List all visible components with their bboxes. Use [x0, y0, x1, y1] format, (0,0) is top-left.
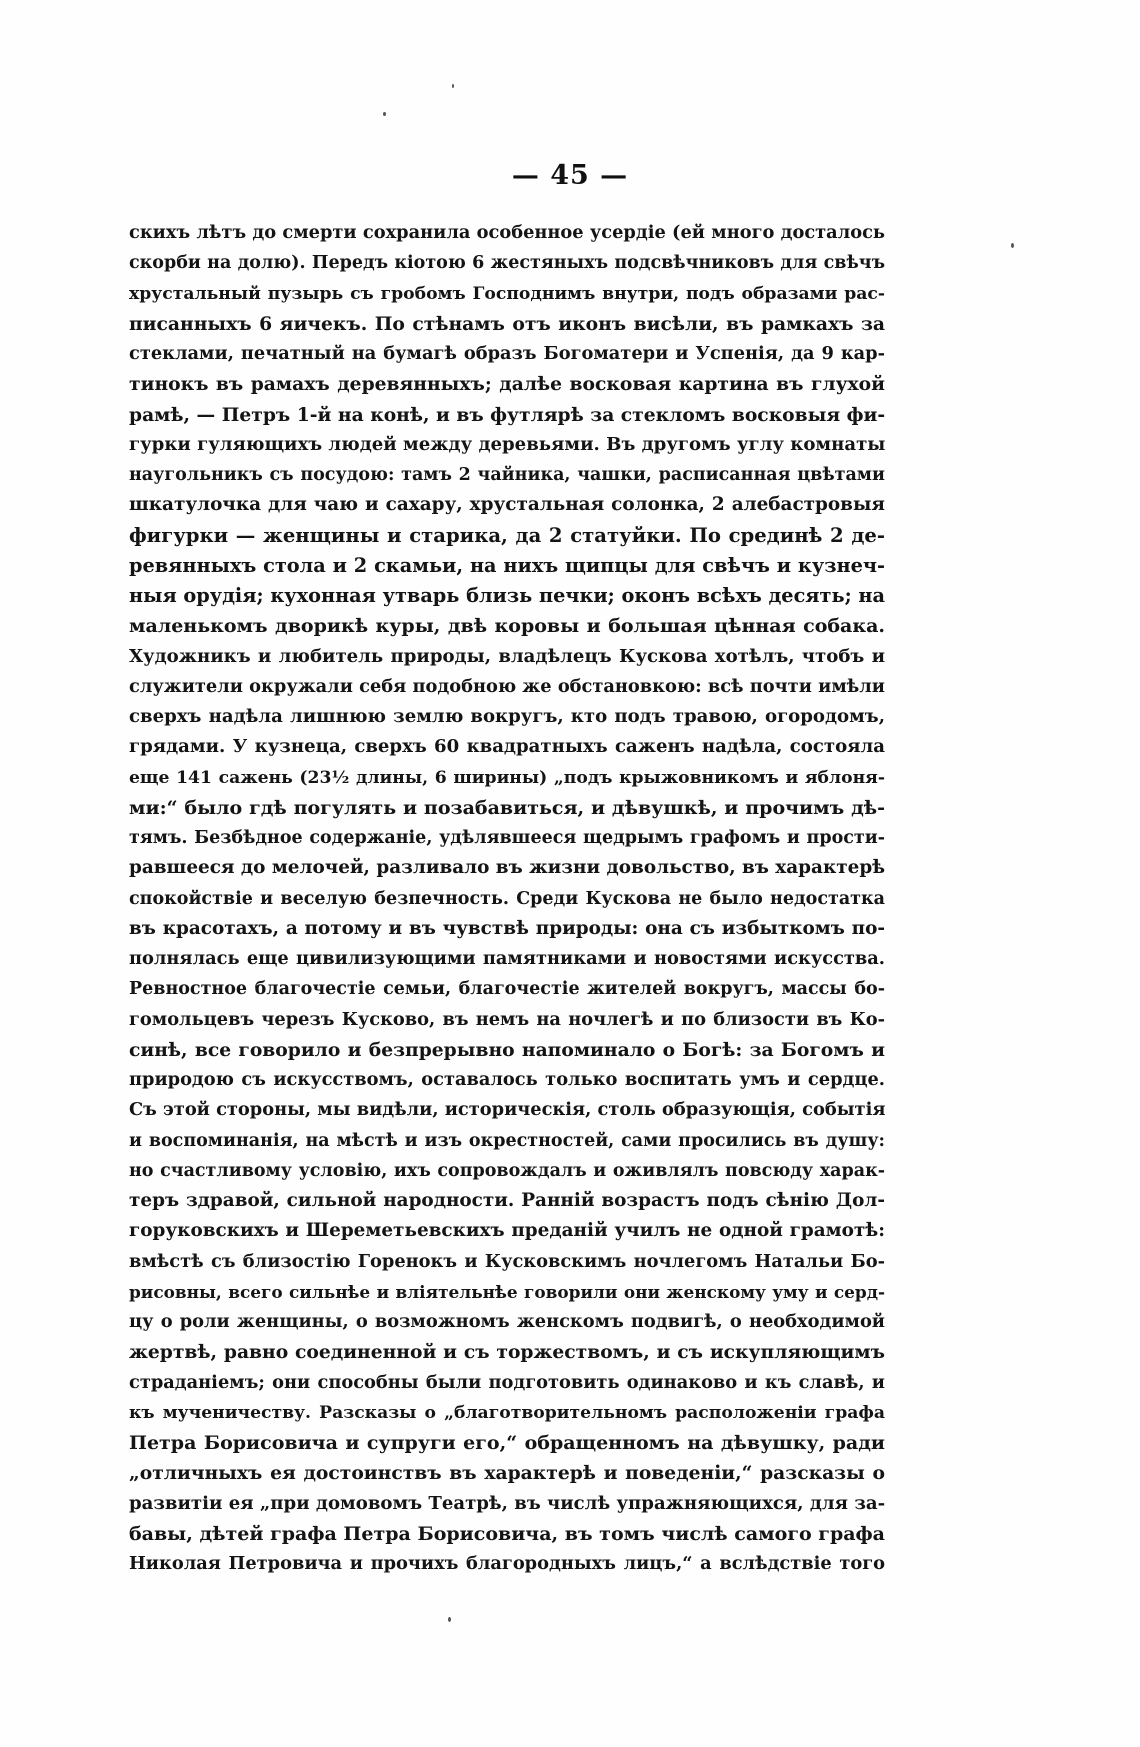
text-line: жертвѣ, равно соединенной и съ торжествомъ, и съ искупляющимъ	[129, 1341, 885, 1364]
text-line: наугольникъ съ посудою: тамъ 2 чайника, чашки, расписанная цвѣтами	[129, 465, 885, 485]
text-line: рамѣ, — Петръ 1-й на конѣ, и въ футлярѣ за стекломъ восковыя фи-	[129, 403, 885, 426]
text-line: фигурки — женщины и старика, да 2 статуйки. По срединѣ 2 де-	[129, 523, 885, 547]
text-line: маленькомъ дворикѣ куры, двѣ коровы и большая цѣнная собака.	[129, 615, 885, 638]
text-line: Петра Борисовича и супруги его,“ обращенномъ на дѣвушку, ради	[129, 1432, 885, 1454]
print-speck	[452, 84, 454, 88]
text-line: равшееся до мелочей, разливало въ жизни довольство, въ характерѣ	[129, 857, 885, 879]
print-speck	[448, 1617, 451, 1622]
text-line: Николая Петровича и прочихъ благородныхъ лицъ,“ а вслѣдствіе того	[129, 1553, 885, 1574]
text-line: къ мученичеству. Разсказы о „благотворительномъ расположеніи графа	[129, 1402, 885, 1423]
text-line: ревянныхъ стола и 2 скамьи, на нихъ щипцы для свѣчъ и кузнеч-	[129, 553, 885, 577]
print-speck	[1011, 243, 1014, 248]
text-line: вмѣстѣ съ близостію Горенокъ и Кусковскимъ ночлегомъ Натальи Бо-	[129, 1250, 885, 1272]
text-line: „отличныхъ ея достоинствъ въ характерѣ и поведеніи,“ разсказы о	[129, 1462, 885, 1485]
text-line: шкатулочка для чаю и сахару, хрустальная солонка, 2 алебастровыя	[129, 494, 885, 516]
text-line: хрустальный пузырь съ гробомъ Господнимъ внутри, подъ образами рас-	[129, 283, 885, 304]
text-line: служители окружали себя подобною же обстановкою: всѣ почти имѣли	[129, 675, 885, 697]
text-line: писанныхъ 6 яичекъ. По стѣнамъ отъ иконъ висѣли, въ рамкахъ за	[129, 312, 885, 335]
text-line: стеклами, печатный на бумагѣ образъ Богоматери и Успенія, да 9 кар-	[129, 343, 885, 364]
text-line: цу о роли женщины, о возможномъ женскомъ подвигѣ, о необходимой	[129, 1311, 885, 1332]
text-line: горуковскихъ и Шереметьевскихъ преданій училъ не одной грамотѣ:	[129, 1220, 885, 1242]
text-line: сверхъ надѣла лишнюю землю вокругъ, кто подъ травою, огородомъ,	[129, 706, 885, 727]
body-text	[129, 218, 885, 1579]
text-line: полнялась еще цивилизующими памятниками и новостями искусства.	[129, 948, 885, 969]
text-line: еще 141 сажень (23½ длины, 6 ширины) „подъ крыжовникомъ и яблоня-	[129, 767, 885, 788]
text-line: грядами. У кузнеца, сверхъ 60 квадратныхъ саженъ надѣла, состояла	[129, 736, 885, 758]
text-line: скихъ лѣтъ до смерти сохранила особенное усердіе (ей много досталось	[129, 222, 885, 243]
text-line: въ красотахъ, а потому и въ чувствѣ природы: она съ избыткомъ по-	[129, 917, 885, 939]
page-number: — 45 —	[511, 160, 629, 191]
text-line: ми:“ было гдѣ погулять и позабавиться, и дѣвушкѣ, и прочимъ дѣ-	[129, 796, 885, 819]
text-line: бавы, дѣтей графа Петра Борисовича, въ томъ числѣ самого графа	[129, 1522, 885, 1545]
text-line: природою съ искусствомъ, оставалось только воспитать умъ и сердце.	[129, 1069, 885, 1090]
text-line: скорби на долю). Передъ кіотою 6 жестяныхъ подсвѣчниковъ для свѣчъ	[129, 253, 885, 274]
text-line: Художникъ и любитель природы, владѣлецъ Кускова хотѣлъ, чтобъ и	[129, 645, 885, 667]
text-line: страданіемъ; они способны были подготовить одинаково и къ славѣ, и	[129, 1371, 885, 1393]
text-line: гурки гуляющихъ людей между деревьями. Въ другомъ углу комнаты	[129, 433, 885, 455]
text-line: теръ здравой, сильной народности. Ранній возрастъ подъ сѣнію Дол-	[129, 1190, 885, 1211]
text-line: Съ этой стороны, мы видѣли, историческія, столь образующія, событія	[129, 1099, 885, 1121]
text-line: тямъ. Безбѣдное содержаніе, удѣлявшееся щедрымъ графомъ и прости-	[129, 828, 885, 848]
text-line: Ревностное благочестіе семьи, благочестіе жителей вокругъ, массы бо-	[129, 979, 885, 1000]
text-line: и воспоминанія, на мѣстѣ и изъ окрестностей, сами просились въ душу:	[129, 1130, 885, 1151]
text-line: ныя орудія; кухонная утварь близь печки; оконъ всѣхъ десять; на	[129, 584, 885, 607]
text-line: гомольцевъ черезъ Кусково, въ немъ на ночлегѣ и по близости въ Ко-	[129, 1008, 885, 1030]
text-line: рисовны, всего сильнѣе и вліятельнѣе говорили они женскому уму и серд-	[129, 1281, 885, 1302]
text-line: спокойствіе и веселую безпечность. Среди Кускова не было недостатка	[129, 888, 885, 909]
text-line: развитіи ея „при домовомъ Театрѣ, въ числѣ упражняющихся, для за-	[129, 1492, 885, 1514]
text-line: синѣ, все говорило и безпрерывно напоминало о Богѣ: за Богомъ и	[129, 1038, 885, 1061]
text-line: но счастливому условію, ихъ сопровождалъ и оживлялъ повсюду харак-	[129, 1160, 885, 1181]
print-speck	[383, 112, 386, 116]
text-line: тинокъ въ рамахъ деревянныхъ; далѣе восковая картина въ глухой	[129, 373, 885, 396]
